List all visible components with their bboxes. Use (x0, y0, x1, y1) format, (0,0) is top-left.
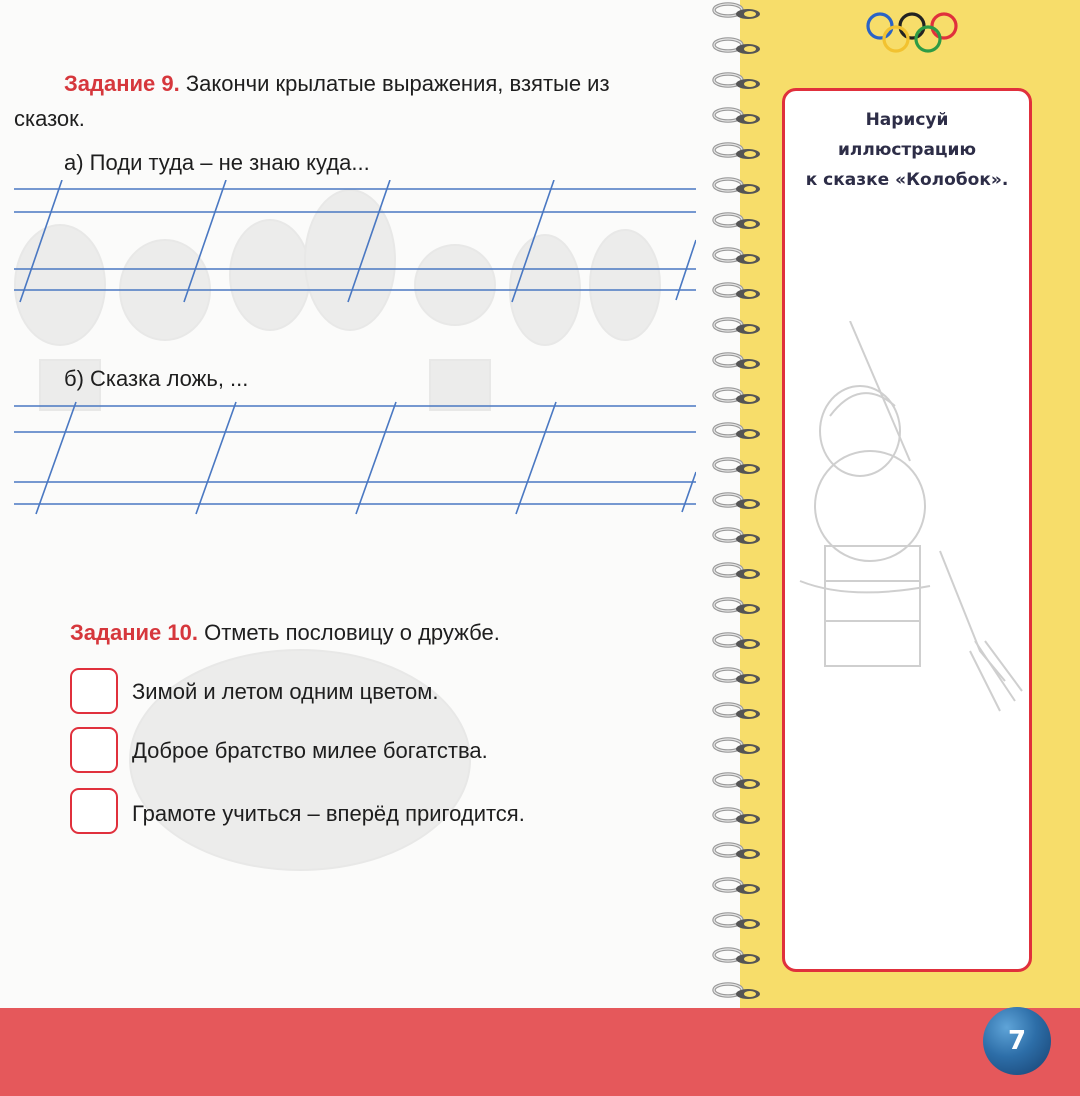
option-3-checkbox[interactable] (70, 788, 118, 834)
task9-label: Задание 9. (64, 71, 180, 96)
page-number-badge: 7 (983, 1007, 1051, 1075)
option-2-label: Доброе братство милее богатства. (132, 738, 488, 763)
task9-text: Закончи крылатые выражения, взятые из (185, 71, 610, 96)
writing-lines-a[interactable] (14, 180, 696, 305)
writing-lines-b[interactable] (14, 398, 696, 516)
olympic-rings-icon (864, 10, 960, 56)
task10-heading (70, 620, 500, 646)
option-2-checkbox[interactable] (70, 727, 118, 773)
option-1-label: Зимой и летом одним цветом. (132, 679, 439, 704)
option-3-label: Грамоте учиться – вперёд пригодится. (132, 801, 525, 826)
task9-item-b: б) Сказка ложь, ... (64, 366, 249, 391)
task10-label: Задание 10. (70, 620, 198, 645)
sidebar-line-2: иллюстрацию (838, 140, 976, 160)
drawing-area[interactable] (782, 88, 1032, 972)
task9-item-a: а) Поди туда – не знаю куда... (64, 150, 370, 175)
witch-sketch-illustration (790, 321, 1025, 741)
task9-heading (64, 71, 610, 97)
spiral-binding (706, 0, 768, 1010)
bottom-band (0, 1008, 1080, 1096)
sidebar-instruction (785, 105, 1029, 195)
option-1-checkbox[interactable] (70, 668, 118, 714)
task9-text-continued: сказок. (14, 106, 85, 131)
sidebar-line-1: Нарисуй (865, 110, 949, 130)
sidebar-line-3: к сказке «Колобок». (805, 170, 1009, 190)
task10-text: Отметь пословицу о дружбе. (204, 620, 500, 645)
